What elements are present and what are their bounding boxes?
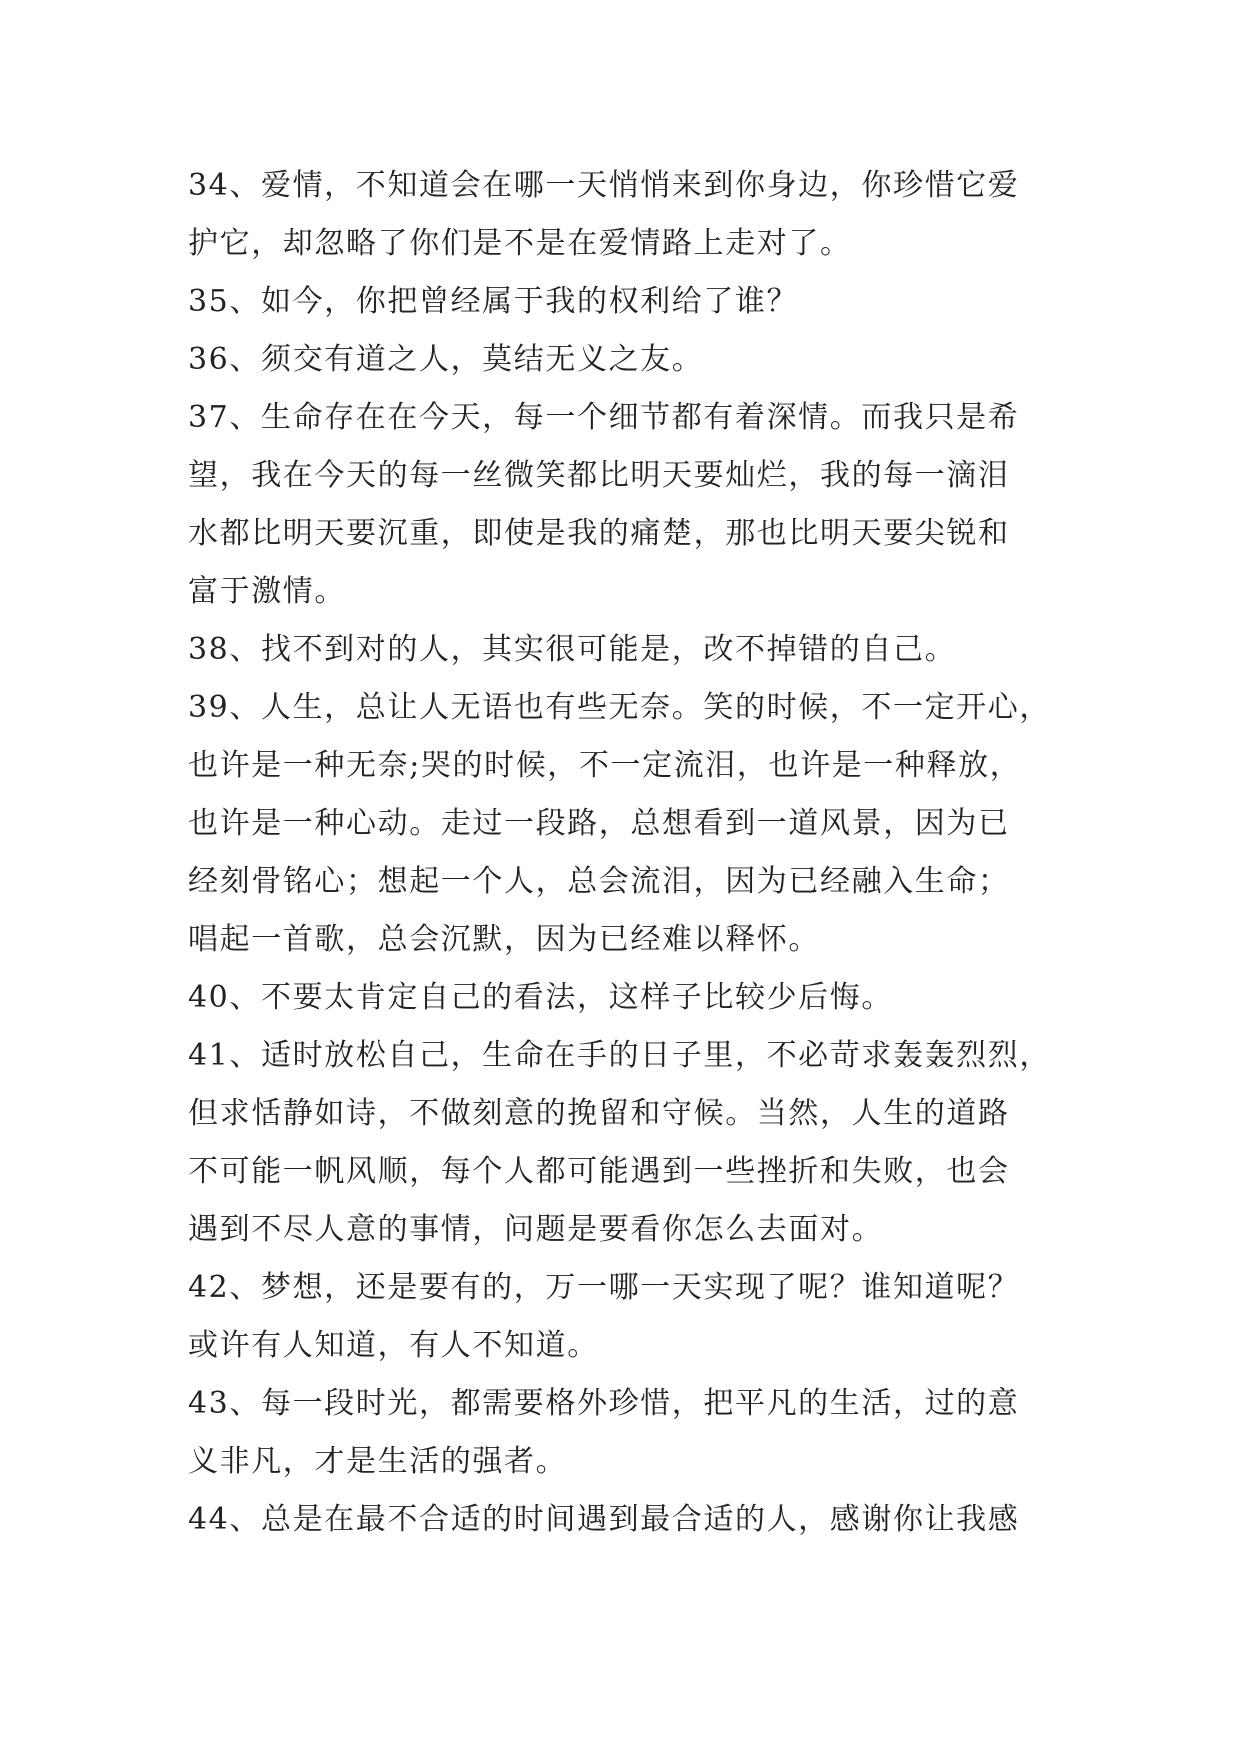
text-line: 或许有人知道，有人不知道。 (188, 1328, 599, 1363)
text-line: 37、生命存在在今天，每一个细节都有着深情。而我只是希 (188, 400, 1020, 435)
text-line: 遇到不尽人意的事情，问题是要看你怎么去面对。 (188, 1212, 884, 1247)
text-line: 42、梦想，还是要有的，万一哪一天实现了呢？谁知道呢？ (188, 1270, 1020, 1305)
text-line: 也许是一种心动。走过一段路，总想看到一道风景，因为已 (188, 806, 1010, 841)
text-line: 望，我在今天的每一丝微笑都比明天要灿烂，我的每一滴泪 (188, 458, 1010, 493)
text-line: 但求恬静如诗，不做刻意的挽留和守候。当然，人生的道路 (188, 1096, 1010, 1131)
document-body (188, 157, 1068, 1549)
text-line: 经刻骨铭心；想起一个人，总会流泪，因为已经融入生命； (188, 864, 1010, 899)
text-line: 34、爱情，不知道会在哪一天悄悄来到你身边，你珍惜它爱 (188, 168, 1020, 203)
text-line: 义非凡，才是生活的强者。 (188, 1444, 568, 1479)
text-line: 41、适时放松自己，生命在手的日子里，不必苛求轰轰烈烈， (188, 1038, 1051, 1073)
text-line: 44、总是在最不合适的时间遇到最合适的人，感谢你让我感 (188, 1502, 1020, 1537)
text-line: 唱起一首歌，总会沉默，因为已经难以释怀。 (188, 922, 820, 957)
text-line: 也许是一种无奈;哭的时候，不一定流泪，也许是一种释放， (188, 748, 1022, 783)
text-line: 不可能一帆风顺，每个人都可能遇到一些挫折和失败，也会 (188, 1154, 1010, 1189)
text-line: 35、如今，你把曾经属于我的权利给了谁？ (188, 284, 799, 319)
text-line: 39、人生，总让人无语也有些无奈。笑的时候，不一定开心， (188, 690, 1051, 725)
text-line: 36、须交有道之人，莫结无义之友。 (188, 342, 704, 377)
text-line: 38、找不到对的人，其实很可能是，改不掉错的自己。 (188, 632, 957, 667)
text-line: 43、每一段时光，都需要格外珍惜，把平凡的生活，过的意 (188, 1386, 1020, 1421)
text-line: 富于激情。 (188, 574, 346, 609)
text-line: 水都比明天要沉重，即使是我的痛楚，那也比明天要尖锐和 (188, 516, 1010, 551)
text-line: 40、不要太肯定自己的看法，这样子比较少后悔。 (188, 980, 893, 1015)
text-line: 护它，却忽略了你们是不是在爱情路上走对了。 (188, 226, 852, 261)
